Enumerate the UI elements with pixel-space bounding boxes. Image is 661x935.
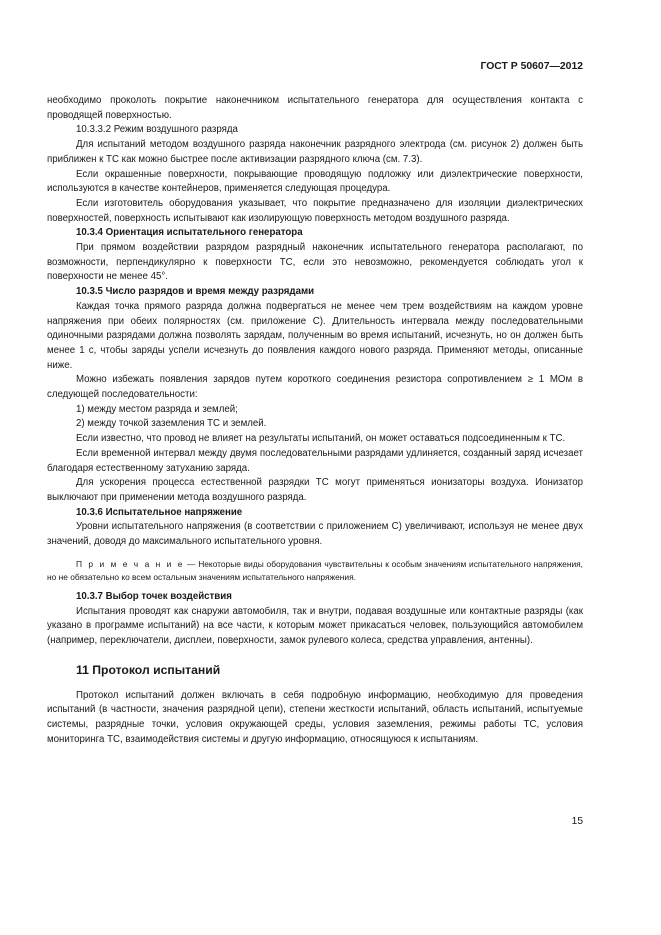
paragraph: Каждая точка прямого разряда должна подвергаться не менее чем трем воздействиям на каждом уровне напряжения при обеих полярностях (см. приложение С). Длительность интервала между последовательными одиночными разрядами должна позволять зарядам, полученным во время испытаний, исчезнуть, но он должен быть менее 1 с, чтобы заряды успели исчезнуть до появления каждого нового разряда. Применяют методы, описанные ниже. bbox=[47, 300, 583, 371]
note-text: — Некоторые виды оборудования чувствительны к особым значениям испытательного напряжения, но не обязательно ко всем остальным значениям испытательного напряжения. bbox=[47, 558, 583, 582]
paragraph: Если известно, что провод не влияет на результаты испытаний, он может оставаться подсоединенным к ТС. bbox=[76, 433, 566, 445]
page-number: 15 bbox=[571, 816, 583, 827]
paragraph: При прямом воздействии разрядом разрядный наконечник испытательного генератора располагают, по возможности, перпендикулярно к поверхности ТС, если это невозможно, рекомендуется соблюдать угол к поверхности не менее 45°. bbox=[47, 242, 583, 283]
document-body bbox=[47, 94, 583, 747]
subsection-heading-10-3-6: 10.3.6 Испытательное напряжение bbox=[76, 506, 243, 518]
paragraph: Если окрашенные поверхности, покрывающие проводящую подложку или диэлектрические поверхности, используются в качестве контейнеров, применяется следующая процедура. bbox=[47, 168, 583, 195]
note bbox=[47, 558, 583, 584]
paragraph: Уровни испытательного напряжения (в соответствии с приложением С) увеличивают, используя не менее двух значений, доводя до максимального испытательного уровня. bbox=[47, 521, 583, 548]
note-label: П р и м е ч а н и е bbox=[76, 558, 185, 569]
standard-header: ГОСТ Р 50607—2012 bbox=[480, 61, 583, 72]
paragraph: Если изготовитель оборудования указывает, что покрытие предназначено для изоляции диэлектрических поверхностей, поверхность испытывают как изолирующую поверхность методом воздушного разряда. bbox=[47, 197, 583, 224]
subsection-heading-10-3-4: 10.3.4 Ориентация испытательного генератора bbox=[76, 227, 303, 239]
list-item: 1) между местом разряда и землей; bbox=[76, 403, 238, 415]
subsection-heading-10-3-5: 10.3.5 Число разрядов и время между разрядами bbox=[76, 286, 315, 298]
paragraph: Для ускорения процесса естественной разрядки ТС могут применяться ионизаторы воздуха. Ионизатор выключают при применении метода воздушного разряда. bbox=[47, 477, 583, 503]
paragraph: Если временной интервал между двумя последовательными разрядами удлиняется, созданный заряд исчезает благодаря естественному затуханию заряда. bbox=[47, 447, 583, 474]
paragraph: Для испытаний методом воздушного разряда наконечник разрядного электрода (см. рисунок 2) должен быть приближен к ТС как можно быстрее после активизации разрядного ключа (см. 7.3). bbox=[47, 139, 583, 165]
section-heading-11: 11 Протокол испытаний bbox=[76, 662, 221, 677]
paragraph: необходимо проколоть покрытие наконечником испытательного генератора для осуществления контакта с проводящей поверхностью. bbox=[47, 95, 583, 121]
subsection-heading-10-3-7: 10.3.7 Выбор точек воздействия bbox=[76, 590, 232, 602]
paragraph: Протокол испытаний должен включать в себя подробную информацию, необходимую для проведения испытаний (в частности, значения разрядной цепи), степени жесткости испытаний, область испытаний, испытуемые системы, разрядные точки, условия окружающей среды, условия заземления, режимы работы ТС, условия мониторинга ТС, взаимодействия системы и другую информацию, относящуюся к испытаниям. bbox=[47, 689, 583, 745]
paragraph: Испытания проводят как снаружи автомобиля, так и внутри, подавая воздушные или контактные разряды (как указано в программе испытаний) на все части, к которым может прикасаться человек, пользующийся автомобилем (например, переключатели, дисплеи, поверхности, замок рулевого колеса, средства управления, антенны). bbox=[47, 605, 583, 646]
list-item: 2) между точкой заземления ТС и землей. bbox=[76, 418, 267, 430]
subsection-heading-10-3-3-2: 10.3.3.2 Режим воздушного разряда bbox=[76, 124, 238, 136]
paragraph: Можно избежать появления зарядов путем короткого соединения резистора сопротивлением ≥ 1 МОм в следующей последовательности: bbox=[47, 374, 583, 401]
